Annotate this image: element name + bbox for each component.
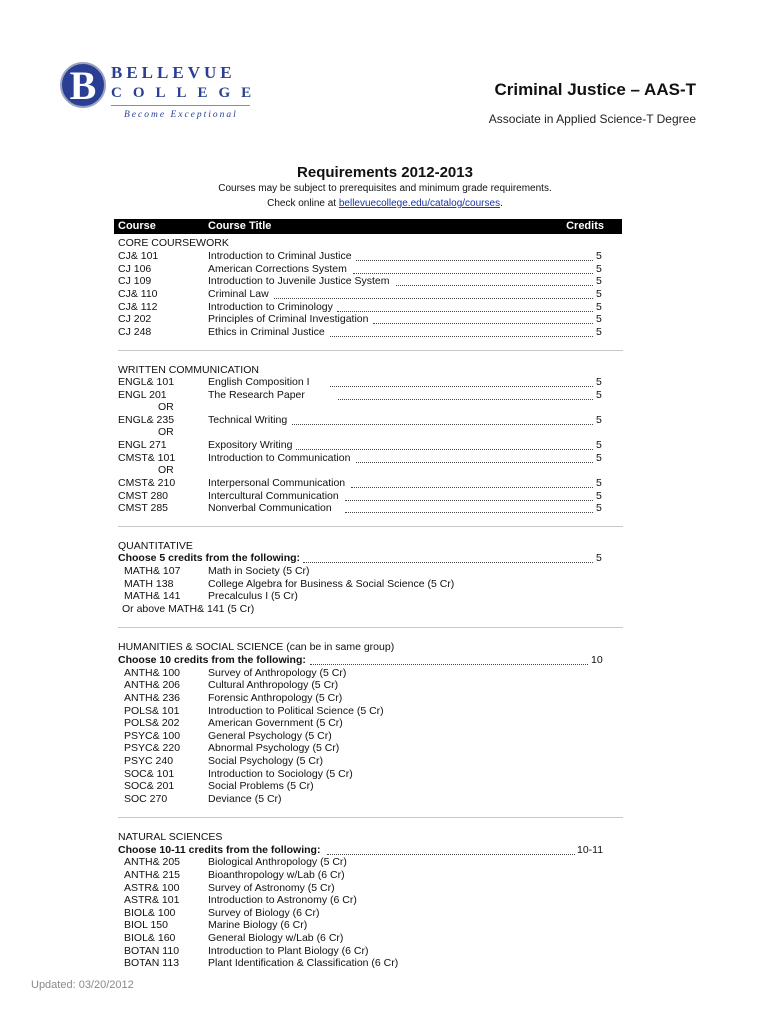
dot-leader: [373, 323, 593, 324]
section-heading: [0, 237, 770, 250]
course-credits: 5: [596, 439, 602, 451]
or-separator: [0, 464, 770, 477]
or-separator: [0, 426, 770, 439]
course-code: CMST& 101: [118, 452, 176, 464]
list-item: [0, 755, 770, 768]
requirements-title: Requirements 2012-2013: [297, 164, 473, 181]
page-subtitle: Associate in Applied Science-T Degree: [488, 112, 696, 126]
updated-date: Updated: 03/20/2012: [31, 979, 134, 991]
dot-leader: [345, 512, 593, 513]
course-credits: 5: [596, 263, 602, 275]
course-title: Plant Identification & Classification (6 Cr): [208, 957, 399, 969]
course-title: Introduction to Astronomy (6 Cr): [208, 894, 357, 906]
course-title: Introduction to Sociology (5 Cr): [208, 768, 353, 780]
course-title: Abnormal Psychology (5 Cr): [208, 742, 340, 754]
dot-leader: [292, 424, 593, 425]
table-row: [0, 477, 770, 490]
choose-credits: 5: [596, 552, 602, 564]
course-title: Expository Writing: [208, 439, 293, 451]
course-credits: 5: [596, 477, 602, 489]
logo-name-line1: BELLEVUE: [111, 63, 236, 82]
choose-row: [0, 654, 770, 667]
course-title: American Corrections System: [208, 263, 347, 275]
table-row: [0, 313, 770, 326]
course-credits: 5: [596, 301, 602, 313]
course-credits: 5: [596, 490, 602, 502]
catalog-note-suffix: .: [500, 198, 503, 209]
dot-leader: [330, 386, 593, 387]
dot-leader: [296, 449, 593, 450]
section-core: CORE COURSEWORK: [118, 237, 229, 249]
course-code: ENGL 271: [118, 439, 167, 451]
column-header-course: Course: [118, 220, 156, 232]
list-item: [0, 894, 770, 907]
course-title: Ethics in Criminal Justice: [208, 326, 325, 338]
dot-leader: [330, 336, 593, 337]
course-code: SOC& 201: [124, 780, 175, 792]
dot-leader: [337, 311, 593, 312]
course-title: Biological Anthropology (5 Cr): [208, 856, 347, 868]
course-title: Criminal Law: [208, 288, 269, 300]
course-title: Marine Biology (6 Cr): [208, 919, 308, 931]
dot-leader: [353, 273, 593, 274]
course-title: The Research Paper: [208, 389, 305, 401]
course-code: BIOL& 160: [124, 932, 176, 944]
table-row: [0, 502, 770, 515]
course-code: ENGL& 101: [118, 376, 175, 388]
course-title: Survey of Biology (6 Cr): [208, 907, 320, 919]
section-divider: [118, 350, 623, 351]
course-code: PSYC& 100: [124, 730, 181, 742]
column-header-credits: Credits: [566, 220, 604, 232]
section-quantitative: QUANTITATIVE: [118, 540, 193, 552]
list-item: [0, 932, 770, 945]
page-title: Criminal Justice – AAS-T: [494, 80, 696, 99]
table-row: [0, 288, 770, 301]
course-title: General Biology w/Lab (6 Cr): [208, 932, 344, 944]
course-code: ASTR& 101: [124, 894, 180, 906]
course-code: ANTH& 100: [124, 667, 181, 679]
section-natural-sciences: NATURAL SCIENCES: [118, 831, 223, 843]
course-code: CMST 280: [118, 490, 168, 502]
prerequisites-note: Courses may be subject to prerequisites and minimum grade requirements.: [218, 183, 552, 194]
list-item: [0, 742, 770, 755]
table-row: [0, 439, 770, 452]
course-code: ANTH& 215: [124, 869, 181, 881]
course-code: CJ 202: [118, 313, 152, 325]
course-title: General Psychology (5 Cr): [208, 730, 332, 742]
table-row: [0, 326, 770, 339]
course-code: POLS& 202: [124, 717, 180, 729]
course-title: Technical Writing: [208, 414, 288, 426]
course-title: Principles of Criminal Investigation: [208, 313, 369, 325]
section-divider: [118, 627, 623, 628]
course-credits: 5: [596, 414, 602, 426]
list-item: [0, 565, 770, 578]
section-heading: [0, 641, 770, 654]
course-title: English Composition I: [208, 376, 310, 388]
course-title: Deviance (5 Cr): [208, 793, 282, 805]
column-header-title: Course Title: [208, 220, 272, 232]
course-title: Introduction to Criminology: [208, 301, 333, 313]
course-note: Or above MATH& 141 (5 Cr): [122, 603, 255, 615]
course-title: Introduction to Juvenile Justice System: [208, 275, 390, 287]
list-item: [0, 856, 770, 869]
course-code: ANTH& 236: [124, 692, 181, 704]
course-title: Nonverbal Communication: [208, 502, 332, 514]
choose-credits: 10: [591, 654, 603, 666]
course-title: Cultural Anthropology (5 Cr): [208, 679, 339, 691]
course-code: BOTAN 110: [124, 945, 180, 957]
course-code: MATH 138: [124, 578, 174, 590]
choose-credits: 10-11: [577, 844, 604, 856]
dot-leader: [345, 500, 593, 501]
course-code: CJ 248: [118, 326, 152, 338]
course-code: MATH& 141: [124, 590, 181, 602]
list-item: [0, 717, 770, 730]
or-label: OR: [158, 426, 174, 438]
course-code: CJ 109: [118, 275, 152, 287]
course-credits: 5: [596, 502, 602, 514]
choose-instruction: Choose 10 credits from the following:: [118, 654, 306, 666]
dot-leader: [310, 664, 588, 665]
list-item: [0, 780, 770, 793]
or-separator: [0, 401, 770, 414]
course-code: PSYC& 220: [124, 742, 181, 754]
course-code: BIOL& 100: [124, 907, 176, 919]
course-title: Math in Society (5 Cr): [208, 565, 310, 577]
course-code: SOC& 101: [124, 768, 175, 780]
course-title: Social Problems (5 Cr): [208, 780, 314, 792]
course-code: PSYC 240: [124, 755, 174, 767]
course-title: College Algebra for Business & Social Science (5 Cr): [208, 578, 455, 590]
table-row: [0, 250, 770, 263]
or-label: OR: [158, 464, 174, 476]
section-humanities: HUMANITIES & SOCIAL SCIENCE (can be in same group): [118, 641, 395, 653]
table-row: [0, 376, 770, 389]
course-credits: 5: [596, 376, 602, 388]
course-title: Survey of Anthropology (5 Cr): [208, 667, 347, 679]
dot-leader: [338, 399, 593, 400]
course-title: Introduction to Plant Biology (6 Cr): [208, 945, 369, 957]
dot-leader: [274, 298, 593, 299]
dot-leader: [351, 487, 593, 488]
course-code: CJ 106: [118, 263, 152, 275]
choose-instruction: Choose 10-11 credits from the following:: [118, 844, 321, 856]
section-divider: [118, 817, 623, 818]
logo-letter: B: [69, 63, 97, 108]
course-code: ANTH& 205: [124, 856, 181, 868]
course-code: SOC 270: [124, 793, 168, 805]
course-code: BOTAN 113: [124, 957, 180, 969]
course-code: CMST& 210: [118, 477, 176, 489]
section-heading: [0, 831, 770, 844]
course-code: ANTH& 206: [124, 679, 181, 691]
course-title: American Government (5 Cr): [208, 717, 343, 729]
course-title: Survey of Astronomy (5 Cr): [208, 882, 335, 894]
course-title: Social Psychology (5 Cr): [208, 755, 323, 767]
course-code: ENGL& 235: [118, 414, 175, 426]
list-item: [0, 692, 770, 705]
list-item: [0, 793, 770, 806]
list-item: [0, 919, 770, 932]
course-title: Introduction to Communication: [208, 452, 351, 464]
course-code: BIOL 150: [124, 919, 168, 931]
choose-instruction: Choose 5 credits from the following:: [118, 552, 301, 564]
table-row: [0, 275, 770, 288]
course-credits: 5: [596, 389, 602, 401]
course-title: Bioanthropology w/Lab (6 Cr): [208, 869, 345, 881]
section-divider: [118, 526, 623, 527]
section-written: WRITTEN COMMUNICATION: [118, 364, 259, 376]
list-item: [0, 957, 770, 970]
course-credits: 5: [596, 250, 602, 262]
choose-row: [0, 552, 770, 565]
course-code: ENGL 201: [118, 389, 167, 401]
list-item: [0, 679, 770, 692]
course-credits: 5: [596, 326, 602, 338]
course-title: Intercultural Communication: [208, 490, 339, 502]
catalog-link[interactable]: bellevuecollege.edu/catalog/courses: [338, 198, 501, 209]
course-code: ASTR& 100: [124, 882, 180, 894]
dot-leader: [396, 285, 593, 286]
course-code: CMST 285: [118, 502, 168, 514]
logo-tagline: Become Exceptional: [124, 110, 238, 120]
logo-name-line2: COLLEGE: [111, 85, 263, 101]
course-credits: 5: [596, 452, 602, 464]
course-title: Precalculus I (5 Cr): [208, 590, 298, 602]
course-title: Introduction to Criminal Justice: [208, 250, 352, 262]
course-code: CJ& 110: [118, 288, 158, 300]
course-credits: 5: [596, 275, 602, 287]
course-code: POLS& 101: [124, 705, 180, 717]
course-title: Interpersonal Communication: [208, 477, 346, 489]
dot-leader: [327, 854, 575, 855]
course-credits: 5: [596, 313, 602, 325]
list-item: [0, 590, 770, 603]
course-title: Forensic Anthropology (5 Cr): [208, 692, 343, 704]
list-item: [0, 603, 770, 616]
course-code: CJ& 101: [118, 250, 159, 262]
catalog-note-prefix: Check online at: [267, 198, 339, 209]
course-credits: 5: [596, 288, 602, 300]
or-label: OR: [158, 401, 174, 413]
dot-leader: [356, 462, 593, 463]
dot-leader: [303, 562, 593, 563]
course-code: CJ& 112: [118, 301, 158, 313]
course-title: Introduction to Political Science (5 Cr): [208, 705, 384, 717]
dot-leader: [356, 260, 593, 261]
course-code: MATH& 107: [124, 565, 181, 577]
list-item: [0, 869, 770, 882]
